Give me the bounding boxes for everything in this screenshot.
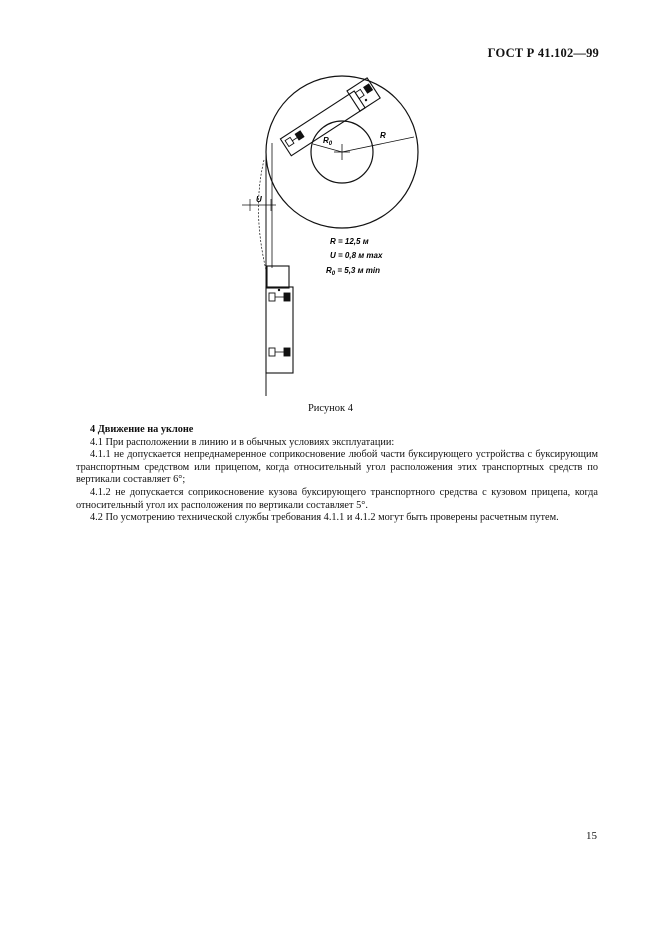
paragraph-4-1-2: 4.1.2 не допускается соприкосновение кузова буксирующего транспортного средства с кузовом прицепа, когда относительный угол их расположения по вертикали составляет 5°. <box>76 486 598 511</box>
label-R-value: R = 12,5 м <box>330 237 369 246</box>
trailer-front-block <box>267 266 289 288</box>
figure-caption: Рисунок 4 <box>307 403 354 414</box>
label-R: R <box>380 131 386 140</box>
section-title: 4 Движение на уклоне <box>90 424 194 435</box>
radius-R-line <box>342 137 414 152</box>
label-U-value: U = 0,8 м max <box>330 251 383 260</box>
radius-R0-line <box>313 144 342 152</box>
section-body <box>76 424 598 525</box>
document-header: ГОСТ Р 41.102—99 <box>487 46 599 60</box>
figure-4-diagram <box>0 0 661 400</box>
page-number: 15 <box>586 830 597 842</box>
paragraph-4-1: 4.1 При расположении в линию и в обычных условиях эксплуатации: <box>90 436 395 448</box>
u-arc <box>258 160 266 270</box>
label-R0: $R_0$ <box>323 136 333 147</box>
paragraph-4-2: 4.2 По усмотрению технической службы требования 4.1.1 и 4.1.2 могут быть проверены расчетным путем. <box>90 512 559 524</box>
paragraph-4-1-1: 4.1.1 не допускается непреднамеренное соприкосновение любой части буксирующего устройства с буксирующим транспортным средством или прицепом, когда относительный угол расположения этих транспортных средств по вертикали составляет 6°; <box>76 449 598 486</box>
label-U: U <box>256 195 262 204</box>
label-R0-value: $R_0 = 5,3$ м min <box>326 266 380 277</box>
